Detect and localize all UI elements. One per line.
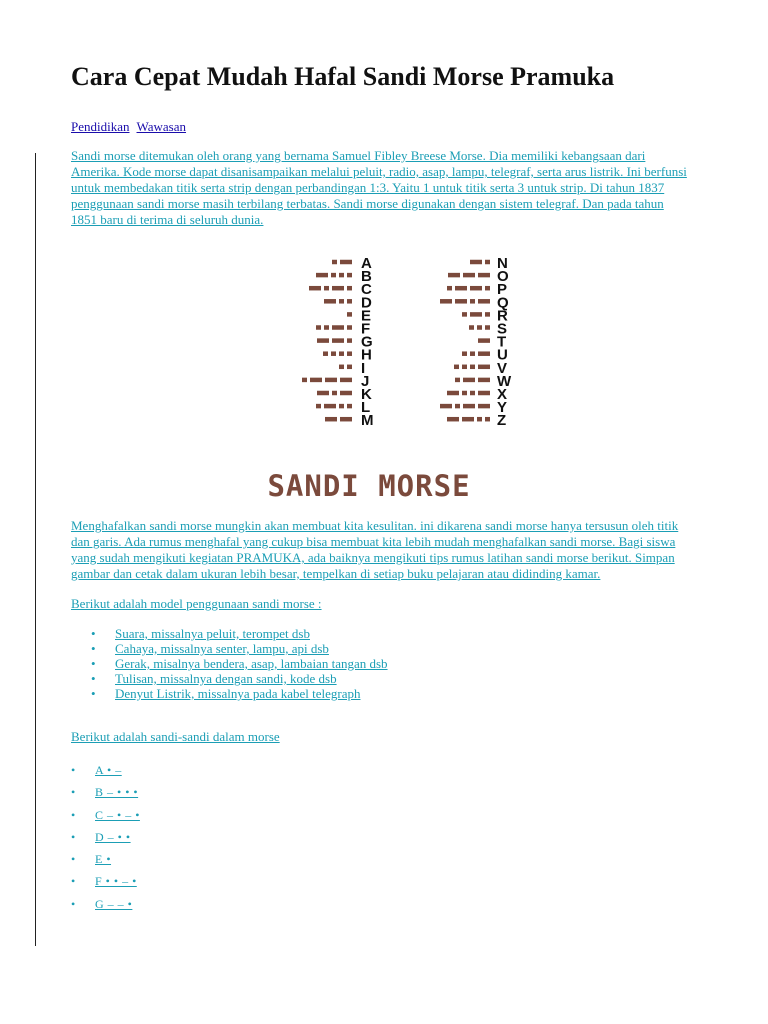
list-item[interactable]: • Cahaya, missalnya senter, lampu, api dsb — [91, 641, 329, 656]
morse-code-right-w — [478, 378, 490, 383]
list-item[interactable]: • B – • • • — [71, 781, 701, 803]
morse-code-right-y — [440, 404, 452, 409]
morse-code-right-o — [448, 273, 460, 278]
morse-code-left-g — [317, 338, 329, 343]
article-title: Cara Cepat Mudah Hafal Sandi Morse Pramuka — [71, 62, 615, 91]
list-item[interactable]: • G – – • — [71, 893, 701, 915]
morse-code-left-m — [325, 417, 337, 422]
morse-code-right-x — [478, 391, 490, 396]
morse-code-right-u — [470, 351, 475, 356]
morse-code-left-c — [347, 286, 352, 291]
uses-list — [91, 626, 701, 701]
morse-code-right-q — [455, 299, 467, 304]
list-item[interactable]: • F • • – • — [71, 870, 701, 892]
morse-code-right-p — [470, 286, 482, 291]
category-link-wawasan[interactable]: Wawasan — [136, 119, 187, 134]
morse-code-left-k — [340, 391, 352, 396]
left-margin-rule — [35, 153, 36, 946]
list-item[interactable]: • D – • • — [71, 826, 701, 848]
morse-code-left-j — [325, 378, 337, 383]
morse-code-left-l — [339, 404, 344, 409]
morse-code-right-o — [478, 273, 490, 278]
morse-code-left-h — [339, 351, 344, 356]
morse-code-right-q — [470, 299, 475, 304]
morse-code-left-j — [340, 378, 352, 383]
morse-code-right-u — [478, 351, 490, 356]
morse-code-left-h — [331, 351, 336, 356]
morse-code-left-c — [309, 286, 321, 291]
morse-code-left-e — [347, 312, 352, 317]
morse-code-left-m — [340, 417, 352, 422]
morse-code-right-x — [462, 391, 467, 396]
morse-code-right-w — [455, 378, 460, 383]
morse-code-left-a — [332, 260, 337, 265]
morse-code-right-z — [462, 417, 474, 422]
bullet-icon: • — [91, 626, 96, 641]
morse-letter-p: P — [497, 281, 508, 299]
bullet-icon: • — [91, 671, 96, 686]
bullet-icon: • — [71, 829, 76, 844]
morse-code-right-r — [462, 312, 467, 317]
morse-code-right-n — [485, 260, 490, 265]
morse-code-left-b — [331, 273, 336, 278]
morse-code-left-k — [332, 391, 337, 396]
morse-letter-h: H — [361, 346, 372, 364]
morse-code-left-a — [340, 260, 352, 265]
morse-code-right-x — [470, 391, 475, 396]
bullet-icon: • — [91, 656, 96, 671]
morse-letter-r: R — [497, 307, 508, 325]
morse-code-left-b — [316, 273, 328, 278]
morse-code-left-f — [332, 325, 344, 330]
category-links — [71, 119, 701, 135]
morse-code-right-p — [455, 286, 467, 291]
bullet-icon: • — [71, 807, 76, 822]
bullet-icon: • — [71, 785, 76, 800]
morse-code-left-c — [324, 286, 329, 291]
morse-letter-q: Q — [497, 294, 509, 312]
figure-caption: SANDI MORSE — [267, 469, 471, 503]
list-item[interactable]: • Gerak, misalnya bendera, asap, lambaian tangan dsb — [91, 656, 388, 671]
morse-letter-j: J — [361, 372, 370, 390]
morse-letter-f: F — [361, 320, 371, 338]
morse-letter-s: S — [497, 320, 508, 338]
morse-letter-w: W — [497, 372, 512, 390]
morse-letter-d: D — [361, 294, 372, 312]
bullet-icon: • — [91, 641, 96, 656]
morse-code-left-c — [332, 286, 344, 291]
morse-letter-i: I — [361, 359, 366, 377]
morse-code-right-v — [478, 365, 490, 370]
morse-code-left-k — [317, 391, 329, 396]
article — [71, 62, 701, 915]
morse-code-left-h — [323, 351, 328, 356]
morse-letter-c: C — [361, 281, 372, 299]
morse-code-left-b — [347, 273, 352, 278]
morse-code-left-g — [332, 338, 344, 343]
list-item[interactable]: • Tulisan, missalnya dengan sandi, kode dsb — [91, 671, 337, 686]
morse-letter-t: T — [497, 333, 507, 351]
morse-code-right-p — [447, 286, 452, 291]
morse-chart-image — [245, 251, 512, 504]
morse-code-right-w — [463, 378, 475, 383]
bullet-icon: • — [71, 763, 76, 777]
morse-code-left-d — [347, 299, 352, 304]
uses-heading[interactable]: Berikut adalah model penggunaan sandi morse : — [71, 596, 322, 611]
morse-code-right-y — [455, 404, 460, 409]
morse-code-right-z — [477, 417, 482, 422]
morse-code-right-y — [478, 404, 490, 409]
morse-code-right-s — [477, 325, 482, 330]
morse-code-right-u — [462, 351, 467, 356]
morse-code-left-d — [339, 299, 344, 304]
morse-letter-u: U — [497, 346, 508, 364]
morse-letter-x: X — [497, 386, 508, 403]
morse-code-left-i — [347, 365, 352, 370]
morse-letter-y: Y — [497, 399, 508, 417]
morse-code-right-o — [463, 273, 475, 278]
morse-code-left-l — [316, 404, 321, 409]
morse-code-right-t — [478, 338, 490, 343]
morse-code-left-f — [324, 325, 329, 330]
morse-letter-v: V — [497, 359, 508, 377]
morse-code-right-z — [447, 417, 459, 422]
bullet-icon: • — [71, 896, 76, 911]
category-link-pendidikan[interactable]: Pendidikan — [71, 119, 130, 134]
morse-code-right-z — [485, 417, 490, 422]
morse-code-left-g — [347, 338, 352, 343]
morse-code-right-y — [463, 404, 475, 409]
list-item[interactable]: • A • – — [71, 759, 701, 781]
morse-code-right-x — [447, 391, 459, 396]
morse-code-left-l — [347, 404, 352, 409]
bullet-icon: • — [91, 686, 96, 701]
morse-code-left-h — [347, 351, 352, 356]
morse-letter-m: M — [361, 412, 374, 430]
morse-code-right-v — [462, 365, 467, 370]
morse-code-right-s — [485, 325, 490, 330]
morse-code-right-n — [470, 260, 482, 265]
morse-letter-o: O — [497, 268, 509, 286]
morse-code-left-f — [347, 325, 352, 330]
intro-paragraph[interactable]: Sandi morse ditemukan oleh orang yang bernama Samuel Fibley Breese Morse. Dia memiliki kebangsaan dari Amerika. Kode morse dapat disanisampaikan melalui peluit, radio, asap, lampu, telegraf, serta arus listrik. Ini berfunsi untuk membedakan titik serta strip dengan perbandingan 1:3. Yaitu 1 untuk titik serta 3 untuk strip. Di tahun 1837 penggunaan sandi morse masih terbilang terbatas. Sandi morse digunakan dengan sistem telegraf. Dan pada tahun 1851 baru di terima di seluruh dunia. — [71, 148, 687, 227]
morse-code-left-d — [324, 299, 336, 304]
morse-code-right-q — [478, 299, 490, 304]
list-item[interactable]: • E • — [71, 848, 701, 870]
memorize-paragraph[interactable]: Menghafalkan sandi morse mungkin akan membuat kita kesulitan. ini dikarena sandi morse hanya tersusun oleh titik dan garis. Ada rumus menghafal yang cukup bisa membuat kita lebih mudah menghafalkan sandi morse. Bagi siswa yang sudah mengikuti kegiatan PRAMUKA, ada baiknya mengikuti tips rumus latihan sandi morse berikut. Simpan gambar dan cetak dalam ukuran lebih besar, tempelkan di setiap buku pelajaran atau didinding kamar. — [71, 518, 679, 581]
morse-code-right-q — [440, 299, 452, 304]
morse-code-left-j — [310, 378, 322, 383]
codes-heading[interactable]: Berikut adalah sandi-sandi dalam morse — [71, 729, 280, 744]
morse-letter-l: L — [361, 399, 371, 417]
morse-letter-z: Z — [497, 412, 507, 430]
morse-codes-list — [71, 759, 701, 915]
bullet-icon: • — [71, 852, 76, 867]
morse-code-right-r — [485, 312, 490, 317]
list-item[interactable]: • C – • – • — [71, 804, 701, 826]
list-item[interactable]: • Suara, missalnya peluit, terompet dsb — [91, 626, 310, 641]
morse-code-left-b — [339, 273, 344, 278]
morse-letter-b: B — [361, 268, 372, 286]
morse-code-left-l — [324, 404, 336, 409]
morse-code-right-v — [470, 365, 475, 370]
morse-code-left-f — [316, 325, 321, 330]
morse-letter-g: G — [361, 333, 373, 351]
morse-code-right-s — [469, 325, 474, 330]
list-item[interactable]: • Denyut Listrik, missalnya pada kabel telegraph — [91, 686, 361, 701]
morse-chart-figure — [245, 251, 512, 504]
morse-letter-e: E — [361, 307, 372, 325]
morse-code-left-j — [302, 378, 307, 383]
morse-letter-n: N — [497, 255, 508, 272]
morse-code-right-r — [470, 312, 482, 317]
morse-code-right-v — [454, 365, 459, 370]
morse-code-left-i — [339, 365, 344, 370]
morse-letter-a: A — [361, 255, 372, 272]
morse-code-right-p — [485, 286, 490, 291]
bullet-icon: • — [71, 874, 76, 889]
morse-letter-k: K — [361, 386, 372, 403]
